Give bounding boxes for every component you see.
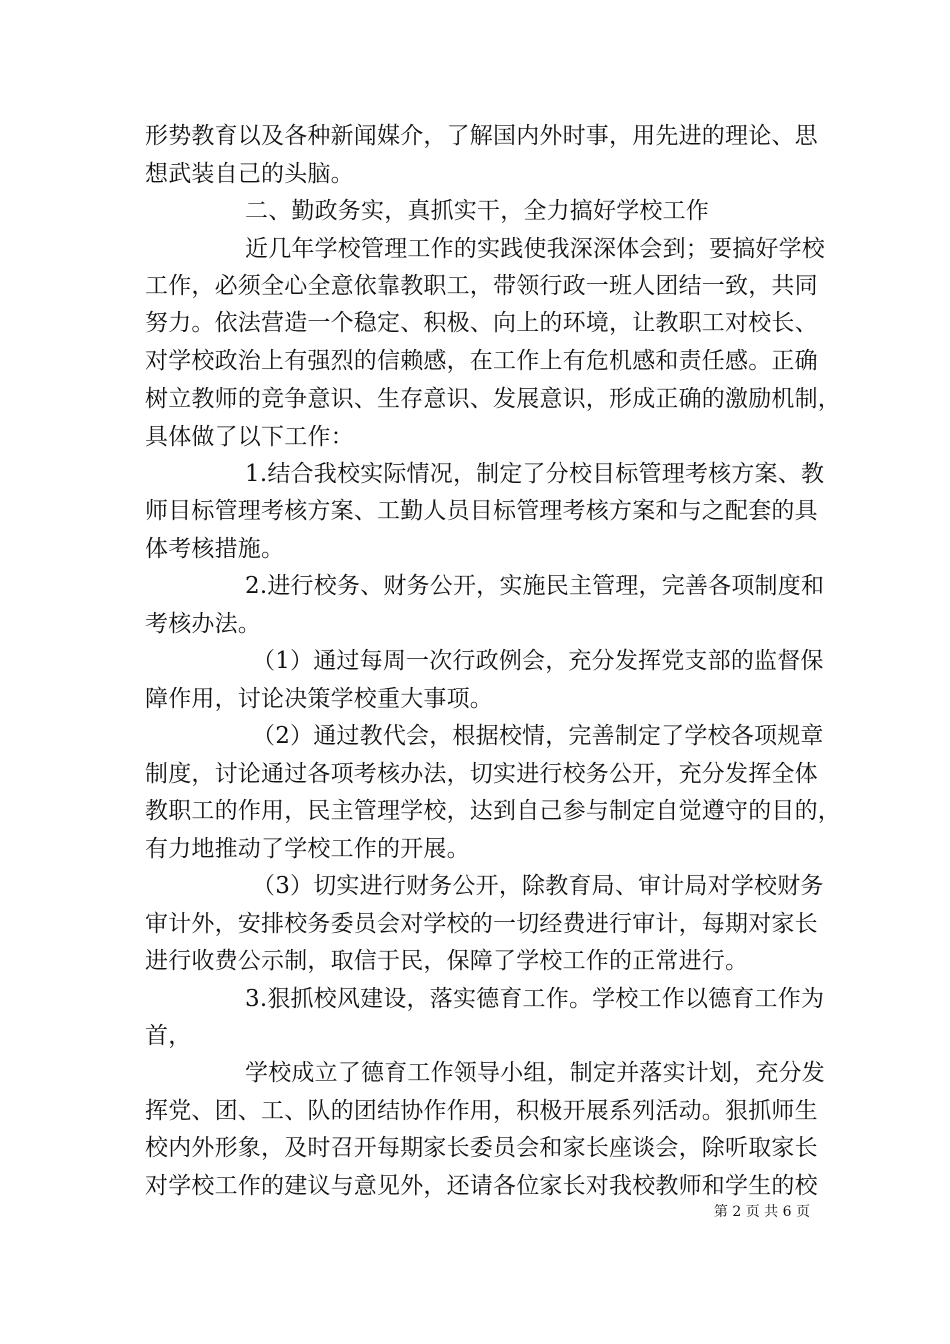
text-line: 想武装自己的头脑。 [145, 161, 354, 187]
text-line: 校内外形象，及时召开每期家长委员会和家长座谈会，除听取家长 [145, 1135, 818, 1161]
list-item: 1.结合我校实际情况，制定了分校目标管理考核方案、教 [245, 461, 825, 487]
text-line: 具体做了以下工作： [145, 424, 354, 450]
list-item: 2.进行校务、财务公开，实施民主管理，完善各项制度和 [245, 573, 825, 599]
text-line: 学校成立了德育工作领导小组，制定并落实计划，充分发 [245, 1060, 825, 1086]
text-line: 工作，必须全心全意依靠教职工，带领行政一班人团结一致，共同 [145, 273, 818, 299]
text-line: 审计外，安排校务委员会对学校的一切经费进行审计，每期对家长 [145, 911, 818, 937]
text-line: 挥党、团、工、队的团结协作作用，积极开展系列活动。狠抓师生 [145, 1098, 818, 1124]
sub-list-item: （1）通过每周一次行政例会，充分发挥党支部的监督保 [252, 648, 824, 674]
text-line: 对学校政治上有强烈的信赖感，在工作上有危机感和责任感。正确 [145, 348, 818, 374]
text-line: 教职工的作用，民主管理学校，达到自己参与制定自觉遵守的目的， [145, 798, 841, 824]
text-line: 考核办法。 [145, 611, 261, 637]
text-line: 有力地推动了学校工作的开展。 [145, 836, 470, 862]
text-line: 制度，讨论通过各项考核办法，切实进行校务公开，充分发挥全体 [145, 761, 818, 787]
page-number: 第 2 页 共 6 页 [713, 1204, 810, 1220]
sub-list-item: （2）通过教代会，根据校情，完善制定了学校各项规章 [252, 723, 824, 749]
text-line: 进行收费公示制，取信于民，保障了学校工作的正常进行。 [145, 948, 749, 974]
text-line: 障作用，讨论决策学校重大事项。 [145, 686, 493, 712]
text-line: 师目标管理考核方案、工勤人员目标管理考核方案和与之配套的具 [145, 498, 818, 524]
text-line: 近几年学校管理工作的实践使我深深体会到；要搞好学校 [245, 236, 825, 262]
text-line: 努力。依法营造一个稳定、积极、向上的环境，让教职工对校长、 [145, 310, 818, 336]
text-line: 体考核措施。 [145, 536, 285, 562]
list-item: 3.狠抓校风建设，落实德育工作。学校工作以德育工作为 [245, 986, 825, 1012]
text-line: 形势教育以及各种新闻媒介，了解国内外时事，用先进的理论、思 [145, 123, 818, 149]
text-line: 树立教师的竞争意识、生存意识、发展意识，形成正确的激励机制， [145, 386, 841, 412]
section-heading: 二、勤政务实，真抓实干，全力搞好学校工作 [245, 198, 709, 224]
sub-list-item: （3）切实进行财务公开，除教育局、审计局对学校财务 [252, 873, 824, 899]
text-line: 对学校工作的建议与意见外，还请各位家长对我校教师和学生的校 [145, 1173, 818, 1199]
text-line: 首， [145, 1023, 192, 1049]
